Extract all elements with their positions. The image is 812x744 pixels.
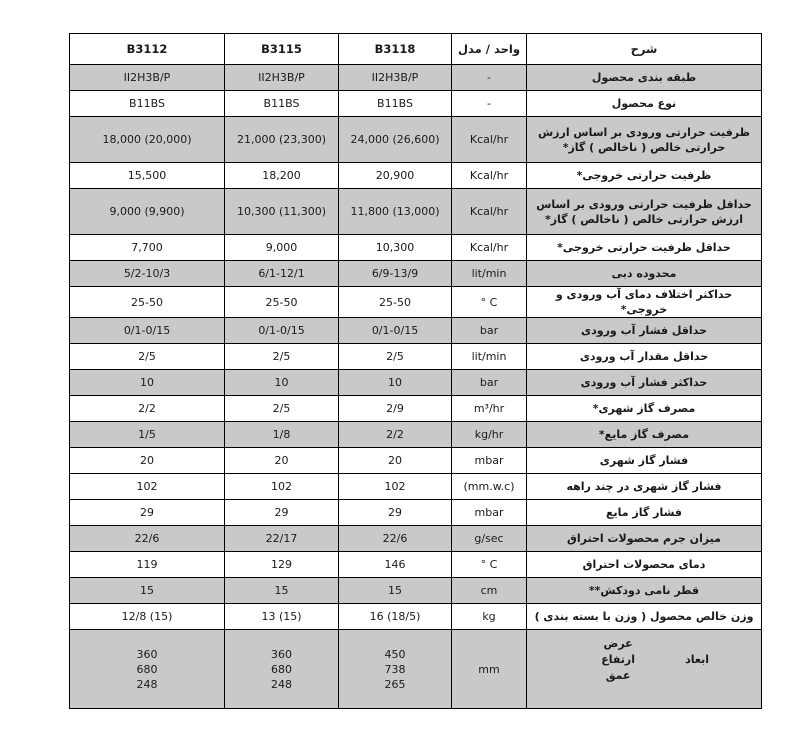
desc-cell: فشار گاز مایع xyxy=(527,500,762,526)
table-row xyxy=(70,448,762,474)
value-b3115: 21,000 (23,300) xyxy=(225,117,339,163)
header-row xyxy=(70,34,762,65)
unit-cell: Kcal/hr xyxy=(452,235,527,261)
unit-cell: mm xyxy=(452,630,527,709)
desc-cell: ظرفیت حرارتی خروجی* xyxy=(527,163,762,189)
desc-cell: فشار گاز شهری در چند راهه xyxy=(527,474,762,500)
desc-cell: دمای محصولات احتراق xyxy=(527,552,762,578)
value-b3118: II2H3B/P xyxy=(339,65,452,91)
unit-cell: Kcal/hr xyxy=(452,163,527,189)
dim-depth-value: 248 xyxy=(271,677,292,691)
table-row xyxy=(70,396,762,422)
header-unit: واحد / مدل xyxy=(452,34,527,65)
unit-cell: mbar xyxy=(452,448,527,474)
value-b3112: B11BS xyxy=(70,91,225,117)
table-row xyxy=(70,344,762,370)
dims-b3118 xyxy=(339,630,452,709)
dims-b3115 xyxy=(225,630,339,709)
value-b3112: 22/6 xyxy=(70,526,225,552)
value-b3112: 9,000 (9,900) xyxy=(70,189,225,235)
dimensions-row xyxy=(70,630,762,709)
value-b3112: 25-50 xyxy=(70,287,225,318)
value-b3112: 5/2-10/3 xyxy=(70,261,225,287)
value-b3115: 0/1-0/15 xyxy=(225,318,339,344)
desc-cell: ظرفیت حرارتی ورودی بر اساس ارزش حرارتی خالص ( ناخالص ) گاز* xyxy=(527,117,762,163)
unit-cell: Kcal/hr xyxy=(452,117,527,163)
table-row xyxy=(70,65,762,91)
dim-width-label: عرض xyxy=(603,637,633,650)
value-b3112: 15 xyxy=(70,578,225,604)
table-row xyxy=(70,261,762,287)
unit-cell: lit/min xyxy=(452,261,527,287)
header-b3112: B3112 xyxy=(70,34,225,65)
spec-table xyxy=(69,33,762,709)
value-b3118: 2/2 xyxy=(339,422,452,448)
value-b3118: 146 xyxy=(339,552,452,578)
table-row xyxy=(70,474,762,500)
table-row xyxy=(70,422,762,448)
value-b3112: 2/2 xyxy=(70,396,225,422)
value-b3118: 16 (18/5) xyxy=(339,604,452,630)
table-row xyxy=(70,370,762,396)
unit-cell: lit/min xyxy=(452,344,527,370)
desc-cell: حداقل مقدار آب ورودی xyxy=(527,344,762,370)
value-b3115: 9,000 xyxy=(225,235,339,261)
unit-cell: kg xyxy=(452,604,527,630)
table-row xyxy=(70,189,762,235)
value-b3115: 2/5 xyxy=(225,344,339,370)
value-b3112: 29 xyxy=(70,500,225,526)
value-b3112: II2H3B/P xyxy=(70,65,225,91)
value-b3115: 102 xyxy=(225,474,339,500)
value-b3115: 18,200 xyxy=(225,163,339,189)
desc-cell: مصرف گاز شهری* xyxy=(527,396,762,422)
value-b3112: 18,000 (20,000) xyxy=(70,117,225,163)
dim-depth-label: عمق xyxy=(605,669,631,682)
dim-height-value: 738 xyxy=(384,662,406,676)
value-b3115: 13 (15) xyxy=(225,604,339,630)
value-b3112: 20 xyxy=(70,448,225,474)
value-b3112: 119 xyxy=(70,552,225,578)
value-b3118: 20,900 xyxy=(339,163,452,189)
desc-cell: حداقل فشار آب ورودی xyxy=(527,318,762,344)
unit-cell: ° C xyxy=(452,287,527,318)
value-b3115: 1/8 xyxy=(225,422,339,448)
table-row xyxy=(70,235,762,261)
value-b3112: 102 xyxy=(70,474,225,500)
value-b3112: 15,500 xyxy=(70,163,225,189)
value-b3118: 22/6 xyxy=(339,526,452,552)
dim-depth-value: 265 xyxy=(384,677,406,691)
value-b3118: 6/9-13/9 xyxy=(339,261,452,287)
desc-cell: نوع محصول xyxy=(527,91,762,117)
value-b3118: 24,000 (26,600) xyxy=(339,117,452,163)
table-row xyxy=(70,287,762,318)
value-b3115: 10,300 (11,300) xyxy=(225,189,339,235)
unit-cell: Kcal/hr xyxy=(452,189,527,235)
dim-height-value: 680 xyxy=(136,662,158,676)
value-b3118: 0/1-0/15 xyxy=(339,318,452,344)
value-b3118: 2/5 xyxy=(339,344,452,370)
value-b3115: II2H3B/P xyxy=(225,65,339,91)
desc-cell: محدوده دبی xyxy=(527,261,762,287)
value-b3118: 15 xyxy=(339,578,452,604)
dim-height-value: 680 xyxy=(271,662,292,676)
table-row xyxy=(70,91,762,117)
unit-cell: - xyxy=(452,91,527,117)
value-b3115: 10 xyxy=(225,370,339,396)
table-row xyxy=(70,163,762,189)
value-b3118: 20 xyxy=(339,448,452,474)
value-b3115: 20 xyxy=(225,448,339,474)
value-b3118: 11,800 (13,000) xyxy=(339,189,452,235)
value-b3115: 29 xyxy=(225,500,339,526)
desc-cell: مصرف گاز مایع* xyxy=(527,422,762,448)
dim-width-value: 360 xyxy=(271,647,292,661)
unit-cell: bar xyxy=(452,318,527,344)
desc-cell: میزان جرم محصولات احتراق xyxy=(527,526,762,552)
desc-cell: قطر نامی دودکش** xyxy=(527,578,762,604)
desc-cell: حداکثر فشار آب ورودی xyxy=(527,370,762,396)
dimensions-label: ابعاد xyxy=(685,653,709,666)
header-desc: شرح xyxy=(527,34,762,65)
value-b3118: 10,300 xyxy=(339,235,452,261)
value-b3112: 10 xyxy=(70,370,225,396)
value-b3115: B11BS xyxy=(225,91,339,117)
table-row xyxy=(70,500,762,526)
unit-cell: mbar xyxy=(452,500,527,526)
desc-cell: طبقه بندی محصول xyxy=(527,65,762,91)
value-b3115: 15 xyxy=(225,578,339,604)
dimensions-sublabels xyxy=(601,636,635,684)
desc-cell: حداکثر اختلاف دمای آب ورودی و خروجی* xyxy=(527,287,762,318)
unit-cell: m³/hr xyxy=(452,396,527,422)
value-b3118: 102 xyxy=(339,474,452,500)
desc-cell: وزن خالص محصول ( وزن با بسته بندی ) xyxy=(527,604,762,630)
table-row xyxy=(70,318,762,344)
value-b3118: 29 xyxy=(339,500,452,526)
value-b3112: 0/1-0/15 xyxy=(70,318,225,344)
dims-b3112 xyxy=(70,630,225,709)
header-b3118: B3118 xyxy=(339,34,452,65)
value-b3115: 6/1-12/1 xyxy=(225,261,339,287)
desc-cell: حداقل ظرفیت حرارتی خروجی* xyxy=(527,235,762,261)
unit-cell: g/sec xyxy=(452,526,527,552)
unit-cell: - xyxy=(452,65,527,91)
value-b3112: 1/5 xyxy=(70,422,225,448)
dim-height-label: ارتفاع xyxy=(601,653,635,666)
table-row xyxy=(70,578,762,604)
value-b3118: 25-50 xyxy=(339,287,452,318)
dim-depth-value: 248 xyxy=(136,677,158,691)
value-b3115: 22/17 xyxy=(225,526,339,552)
unit-cell: (mm.w.c) xyxy=(452,474,527,500)
desc-cell xyxy=(527,630,762,709)
desc-cell: حداقل ظرفیت حرارتی ورودی بر اساس ارزش حرارتی خالص ( ناخالص ) گاز* xyxy=(527,189,762,235)
unit-cell: bar xyxy=(452,370,527,396)
dim-width-value: 360 xyxy=(136,647,158,661)
table-row xyxy=(70,526,762,552)
unit-cell: kg/hr xyxy=(452,422,527,448)
value-b3115: 129 xyxy=(225,552,339,578)
unit-cell: cm xyxy=(452,578,527,604)
value-b3115: 2/5 xyxy=(225,396,339,422)
value-b3118: 10 xyxy=(339,370,452,396)
value-b3112: 7,700 xyxy=(70,235,225,261)
value-b3112: 12/8 (15) xyxy=(70,604,225,630)
table-row xyxy=(70,604,762,630)
value-b3112: 2/5 xyxy=(70,344,225,370)
table-row xyxy=(70,552,762,578)
dim-width-value: 450 xyxy=(384,647,406,661)
unit-cell: ° C xyxy=(452,552,527,578)
header-b3115: B3115 xyxy=(225,34,339,65)
value-b3118: 2/9 xyxy=(339,396,452,422)
value-b3115: 25-50 xyxy=(225,287,339,318)
table-row xyxy=(70,117,762,163)
desc-cell: فشار گاز شهری xyxy=(527,448,762,474)
value-b3118: B11BS xyxy=(339,91,452,117)
